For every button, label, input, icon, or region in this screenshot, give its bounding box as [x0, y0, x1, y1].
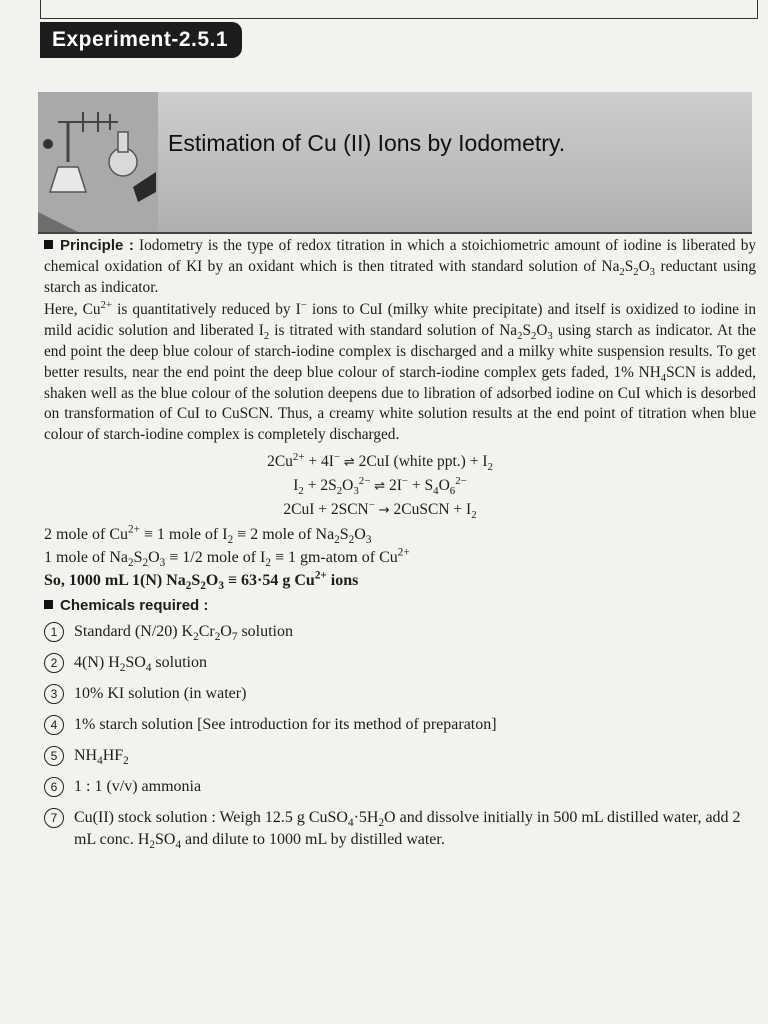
reaction-equations	[44, 452, 756, 521]
circled-number-icon: 7	[44, 808, 64, 828]
chemicals-list	[44, 621, 756, 851]
reaction-equation: $I_2 + 2S_2O_3^{2-}$ ⇌ $2I^- + S_4O_6^{2-}$	[293, 474, 467, 497]
circled-number-icon: 4	[44, 715, 64, 735]
bullet-square-icon	[44, 600, 53, 609]
principle-detail: Here, $Cu^{2+}$ is quantitatively reduced by I− ions to CuI (milky white precipitate) and itself is oxidized to iodine in mild acidic solution and liberated $I_2$ is titrated with standard solution of $Na_2S_2O_3$ using starch as indicator. At the end point the deep blue colour of starch-iodine complex is discharged and a milky white suspension results. To get better results, near the end point the deep blue colour of starch-iodine complex gets faded, 1% $NH_4SCN$ is added, shaken well as the blue colour of the solution deepens due to libration of adsorbed iodine on CuI which is desorbed on transformation of CuI to CuSCN. Thus, a creamy white solution results at the end point of titration when blue colour of starch-iodine complex is completely discharged.	[44, 299, 757, 444]
top-frame-rule	[40, 0, 758, 19]
chemicals-section	[44, 596, 756, 617]
chemical-item	[44, 807, 756, 851]
circled-number-icon: 6	[44, 777, 64, 797]
circled-number-icon: 2	[44, 653, 64, 673]
title-banner	[38, 92, 752, 234]
bullet-square-icon	[44, 240, 53, 249]
stoichiometric-relation: So, 1000 mL 1(N) $Na_2S_2O_3 \equiv 63\cdot 54$ g $Cu^{2+}$ ions	[44, 569, 359, 593]
circled-number-icon: 1	[44, 622, 64, 642]
chemical-item	[44, 714, 756, 736]
stoichiometric-relations	[44, 525, 756, 591]
chemical-text: 4(N) $H_2SO_4$ solution	[74, 653, 207, 674]
principle-label: Principle :	[60, 237, 134, 254]
stoichiometric-relation: 2 mole of $Cu^{2+} \equiv 1$ mole of $I_2 \equiv 2$ mole of $Na_2S_2O_3$	[44, 524, 372, 547]
circled-number-icon: 3	[44, 684, 64, 704]
chemical-text: Cu(II) stock solution : Weigh 12.5 g $CuSO_4\cdot 5H_2O$ and dissolve initially in 500 mL distilled water, add 2 mL conc. $H_2SO_4$ and dilute to 1000 mL by distilled water.	[74, 808, 741, 851]
reaction-equation: 2CuI + 2SCN− → 2CuSCN + $I_2$	[283, 498, 477, 521]
chemical-text: 10% KI solution (in water)	[74, 684, 247, 702]
chemical-text: 1% starch solution [See introduction for its method of preparaton]	[74, 715, 497, 733]
page-title: Estimation of Cu (II) Ions by Iodometry.	[168, 130, 566, 156]
experiment-label: Experiment-2.5.1	[40, 22, 242, 58]
principle-paragraph	[44, 236, 756, 298]
chemical-text: Standard (N/20) $K_2Cr_2O_7$ solution	[74, 622, 293, 643]
lab-apparatus-illustration	[38, 92, 158, 232]
circled-number-icon: 5	[44, 746, 64, 766]
reaction-equation: $2Cu^{2+} + 4I^-$ ⇌ 2CuI (white $ppt.) + I_2$	[267, 450, 493, 474]
chemical-item	[44, 652, 756, 674]
stoichiometric-relation: 1 mole of $Na_2S_2O_3 \equiv 1/2$ mole of $I_2 \equiv 1$ gm-atom of $Cu^{2+}$	[44, 546, 410, 570]
chemical-text: $NH_4HF_2$	[74, 746, 129, 767]
chemicals-label: Chemicals required :	[60, 596, 209, 614]
chemical-item	[44, 776, 756, 798]
chemical-text: 1 : 1 (v/v) ammonia	[74, 777, 202, 795]
content-body	[44, 236, 756, 860]
chemical-item	[44, 621, 756, 643]
chemical-item	[44, 745, 756, 767]
chemical-item	[44, 683, 756, 705]
principle-text: Iodometry is the type of redox titration in which a stoichiometric amount of iodine is liberated by chemical oxidation of KI by an oxidant which is then titrated with standard solution of $Na_2S_2O_3$ reductant using starch as indicator.	[44, 237, 756, 296]
